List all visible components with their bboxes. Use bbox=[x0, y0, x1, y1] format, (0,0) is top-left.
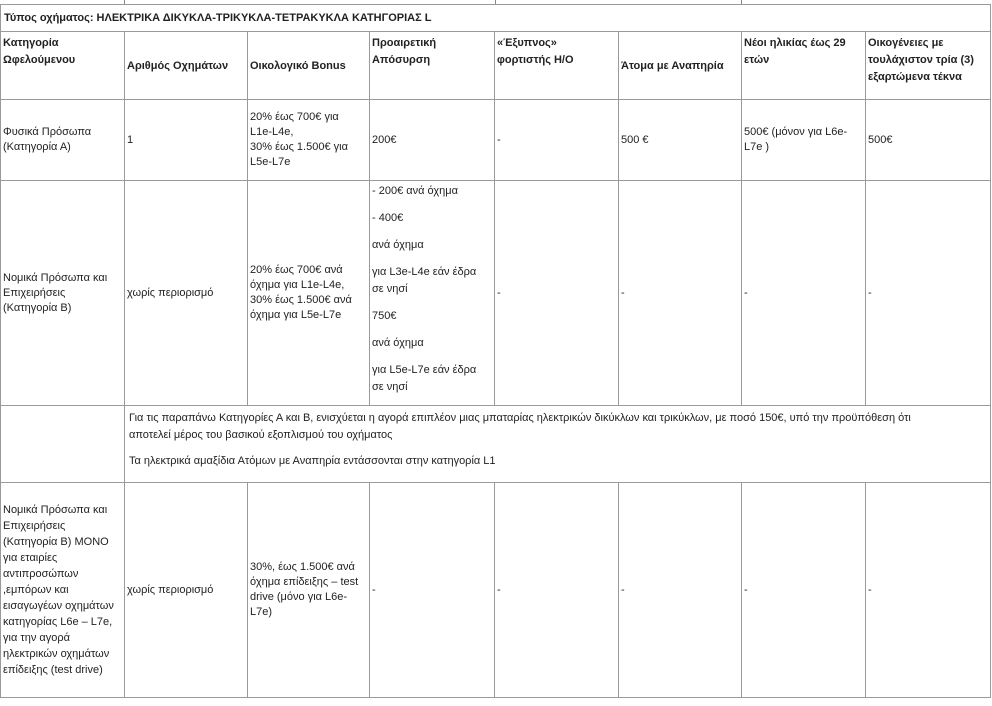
cell-scrappage: 200€ bbox=[370, 100, 495, 181]
header-line: Οικογένειες με bbox=[868, 37, 944, 49]
cell-line: drive (μόνο για L6e- bbox=[250, 591, 348, 603]
cell-line: κατηγορίας L6e – L7e, bbox=[3, 616, 113, 628]
cell-bonus bbox=[248, 483, 370, 698]
title-row bbox=[1, 5, 991, 32]
cell-line: επίδειξης (test drive) bbox=[3, 664, 103, 676]
cell-category bbox=[1, 483, 125, 698]
cell-scrappage: - bbox=[370, 483, 495, 698]
cell-line: 30% έως 1.500€ ανά bbox=[250, 294, 352, 306]
header-families bbox=[866, 32, 991, 100]
header-row bbox=[1, 32, 991, 100]
header-line: Προαιρετική bbox=[372, 37, 437, 49]
cell-line: ηλεκτρικών οχημάτων bbox=[3, 648, 110, 660]
table-row bbox=[1, 100, 991, 181]
cell-youth bbox=[742, 100, 866, 181]
cell-line: Φυσικά Πρόσωπα bbox=[3, 126, 92, 138]
header-line: εξαρτώμενα τέκνα bbox=[868, 71, 962, 83]
cell-line: εισαγωγέων οχημάτων bbox=[3, 600, 114, 612]
cell-disability: - bbox=[619, 483, 742, 698]
table-row bbox=[1, 181, 991, 406]
cell-line: - 400€ bbox=[372, 212, 404, 224]
header-disability bbox=[619, 32, 742, 100]
cell-line: - 200€ ανά όχημα bbox=[372, 185, 458, 197]
cell-youth: - bbox=[742, 181, 866, 406]
header-line: Κατηγορία bbox=[3, 37, 59, 49]
header-category bbox=[1, 32, 125, 100]
header-line: Αριθμός Οχημάτων bbox=[127, 60, 229, 72]
cell-families: - bbox=[866, 181, 991, 406]
cell-line: L7e ) bbox=[744, 141, 770, 153]
cell-line: Επιχειρήσεις bbox=[3, 520, 66, 532]
cell-line: 750€ bbox=[372, 310, 397, 322]
cell-bonus bbox=[248, 181, 370, 406]
cell-line: όχημα για L1e-L4e, bbox=[250, 279, 345, 291]
cell-vehicles: χωρίς περιορισμό bbox=[125, 483, 248, 698]
cell-line: 30%, έως 1.500€ ανά bbox=[250, 561, 355, 573]
cell-line: Νομικά Πρόσωπα και bbox=[3, 271, 108, 284]
cell-vehicles: 1 bbox=[125, 100, 248, 181]
cell-line: όχημα για L5e-L7e bbox=[250, 309, 342, 321]
note-cell bbox=[125, 406, 991, 483]
cell-category bbox=[1, 181, 125, 406]
note-line: Για τις παραπάνω Κατηγορίες Α και Β, ενισχύεται η αγορά επιπλέον μιας μπαταρίας ηλεκτρικών δικύκλων και τρικύκλων, με ποσό 150€, υπό την προϋπόθεση ότι bbox=[129, 412, 911, 424]
header-vehicles bbox=[125, 32, 248, 100]
cell-line: για L5e-L7e εάν έδρα bbox=[372, 364, 477, 376]
cell-bonus bbox=[248, 100, 370, 181]
cell-line: ανά όχημα bbox=[372, 239, 424, 251]
cell-line: L5e-L7e bbox=[250, 156, 291, 168]
cell-category bbox=[1, 100, 125, 181]
cell-scrappage bbox=[370, 181, 495, 406]
cell-line: αντιπροσώπων bbox=[3, 568, 79, 580]
cell-families: 500€ bbox=[866, 100, 991, 181]
cell-charger: - bbox=[495, 483, 619, 698]
cell-line: ,εμπόρων και bbox=[3, 584, 69, 596]
cell-line: (Κατηγορία Β) ΜΟΝΟ bbox=[3, 536, 109, 548]
cell-line: Νομικά Πρόσωπα και bbox=[3, 504, 108, 516]
header-line: Οικολογικό Bonus bbox=[250, 60, 346, 72]
cell-families: - bbox=[866, 483, 991, 698]
header-line: Απόσυρση bbox=[372, 54, 431, 66]
header-line: τουλάχιστον τρία (3) bbox=[868, 54, 974, 66]
cell-line: σε νησί bbox=[372, 283, 408, 295]
cell-line: 20% έως 700€ για bbox=[250, 111, 339, 123]
cell-disability: - bbox=[619, 181, 742, 406]
table-row bbox=[1, 483, 991, 698]
header-smart-charger bbox=[495, 32, 619, 100]
note-paragraph: Τα ηλεκτρικά αμαξίδια Ατόμων με Αναπηρία εντάσσονται στην κατηγορία L1 bbox=[129, 455, 496, 467]
cell-line: 500€ (μόνον για L6e- bbox=[744, 126, 848, 138]
cell-line: για την αγορά bbox=[3, 632, 70, 644]
header-line: «Έξυπνος» bbox=[497, 37, 557, 49]
header-line: Άτομα με Αναπηρία bbox=[621, 60, 724, 72]
cell-line: ανά όχημα bbox=[372, 337, 424, 349]
header-line: ετών bbox=[744, 54, 770, 66]
header-line: Νέοι ηλικίας έως 29 bbox=[744, 37, 846, 49]
cell-line: (Κατηγορία Α) bbox=[3, 141, 71, 153]
cell-line: Επιχειρήσεις bbox=[3, 286, 66, 299]
note-line: αποτελεί μέρος του βασικού εξοπλισμού του οχήματος bbox=[129, 429, 393, 441]
header-line: φορτιστής Η/Ο bbox=[497, 54, 574, 66]
cell-line: L1e-L4e, bbox=[250, 126, 294, 138]
header-youth bbox=[742, 32, 866, 100]
note-row bbox=[1, 406, 991, 483]
cell-youth: - bbox=[742, 483, 866, 698]
cell-line: όχημα επίδειξης – test bbox=[250, 576, 359, 588]
cell-vehicles: χωρίς περιορισμό bbox=[125, 181, 248, 406]
subsidy-table bbox=[0, 4, 991, 698]
cell-line: L7e) bbox=[250, 606, 273, 618]
cell-line: 20% έως 700€ ανά bbox=[250, 264, 343, 276]
cell-line: για L3e-L4e εάν έδρα bbox=[372, 266, 477, 278]
header-eco-bonus bbox=[248, 32, 370, 100]
cell-line: 30% έως 1.500€ για bbox=[250, 141, 348, 153]
note-paragraph bbox=[129, 410, 988, 444]
cell-disability: 500 € bbox=[619, 100, 742, 181]
cell-line: (Κατηγορία Β) bbox=[3, 301, 72, 314]
cell-empty bbox=[1, 406, 125, 483]
cell-line: για εταιρίες bbox=[3, 552, 58, 564]
cell-charger: - bbox=[495, 100, 619, 181]
vehicle-type-title: Τύπος οχήματος: ΗΛΕΚΤΡΙΚΑ ΔΙΚΥΚΛΑ-ΤΡΙΚΥΚΛΑ-ΤΕΤΡΑΚΥΚΛΑ ΚΑΤΗΓΟΡΙΑΣ L bbox=[1, 5, 991, 32]
cell-line: σε νησί bbox=[372, 381, 408, 393]
header-line: Ωφελούμενου bbox=[3, 54, 76, 66]
header-scrappage bbox=[370, 32, 495, 100]
cell-charger: - bbox=[495, 181, 619, 406]
